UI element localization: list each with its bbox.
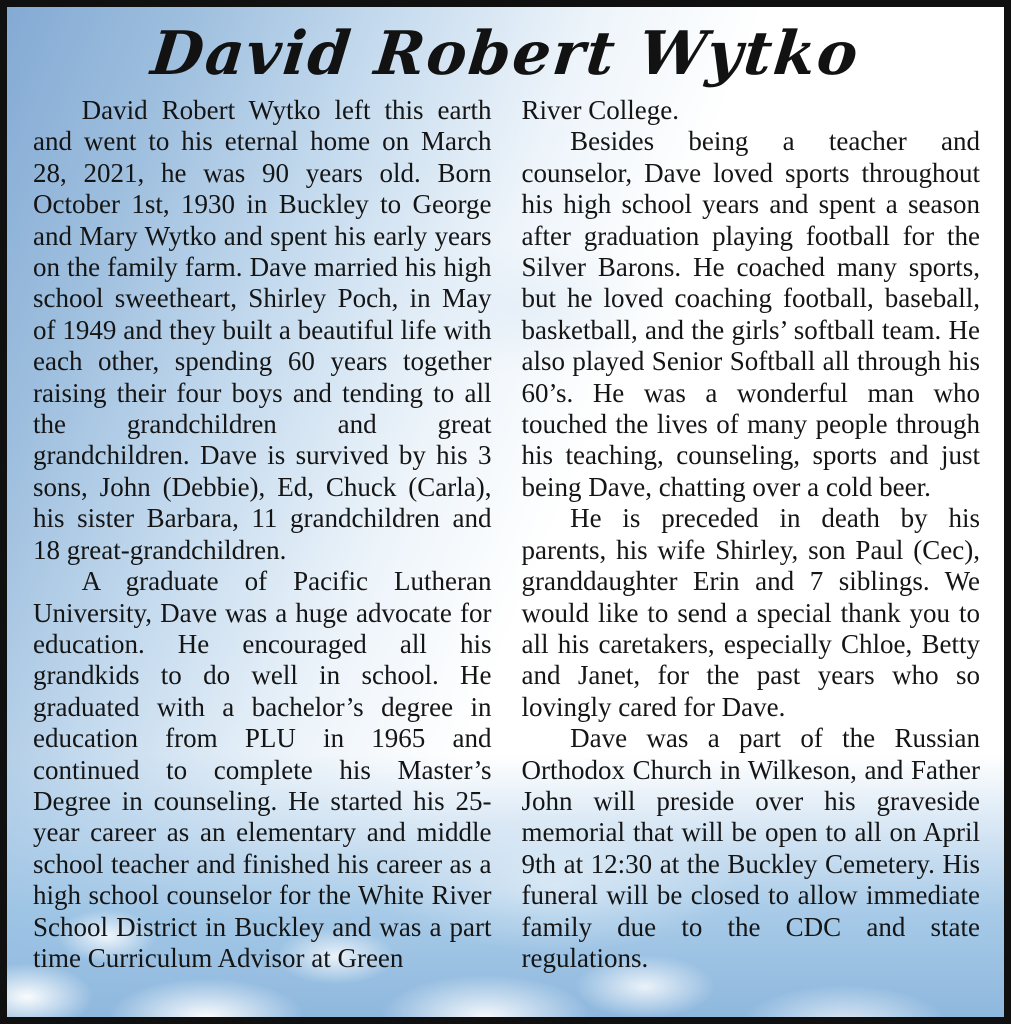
paragraph-bio: David Robert Wytko left this earth and went to his eternal home on March 28, 2021, he was 90 years old. Born October 1st, 1930 in Buckley to George and Mary Wytko and spent his early years on the family farm. Dave married his high school sweetheart, Shirley Poch, in May of 1949 and they built a beautiful life with each other, spending 60 years together raising their four boys and tending to all the grandchildren and great grandchildren. Dave is survived by his 3 sons, John (Debbie), Ed, Chuck (Carla), his sister Barbara, 11 grandchildren and 18 great-grandchildren. bbox=[33, 95, 492, 565]
right-column bbox=[522, 95, 981, 974]
paragraph-education-continuation: River College. bbox=[521, 95, 679, 125]
paragraph-preceded-in-death: He is preceded in death by his parents, his wife Shirley, son Paul (Cec), granddaughter Erin and 7 siblings. We would like to send a special thank you to all his caretakers, especially Chloe, Betty and Janet, for the past years who so lovingly cared for Dave. bbox=[521, 503, 980, 722]
left-column bbox=[33, 95, 492, 974]
paragraph-service-details: Dave was a part of the Russian Orthodox Church in Wilkeson, and Father John will preside over his graveside memorial that will be open to all on April 9th at 12:30 at the Buckley Cemetery. His funeral will be closed to allow immediate family due to the CDC and state regulations. bbox=[521, 723, 980, 973]
obituary-title: David Robert Wytko bbox=[147, 19, 864, 89]
paragraph-sports: Besides being a teacher and counselor, Dave loved sports throughout his high school years and spent a season after graduation playing football for the Silver Barons. He coached many sports, but he loved coaching football, baseball, basketball, and the girls’ softball team. He also played Senior Softball all through his 60’s. He was a wonderful man who touched the lives of many people through his teaching, counseling, sports and just being Dave, chatting over a cold beer. bbox=[521, 126, 980, 502]
paragraph-education: A graduate of Pacific Lutheran University, Dave was a huge advocate for education. He encouraged all his grandkids to do well in school. He graduated with a bachelor’s degree in education from PLU in 1965 and continued to complete his Master’s Degree in counseling. He started his 25-year career as an elementary and middle school teacher and finished his career as a high school counselor for the White River School District in Buckley and was a part time Curriculum Advisor at Green bbox=[33, 566, 492, 973]
obituary-body bbox=[7, 95, 1004, 974]
